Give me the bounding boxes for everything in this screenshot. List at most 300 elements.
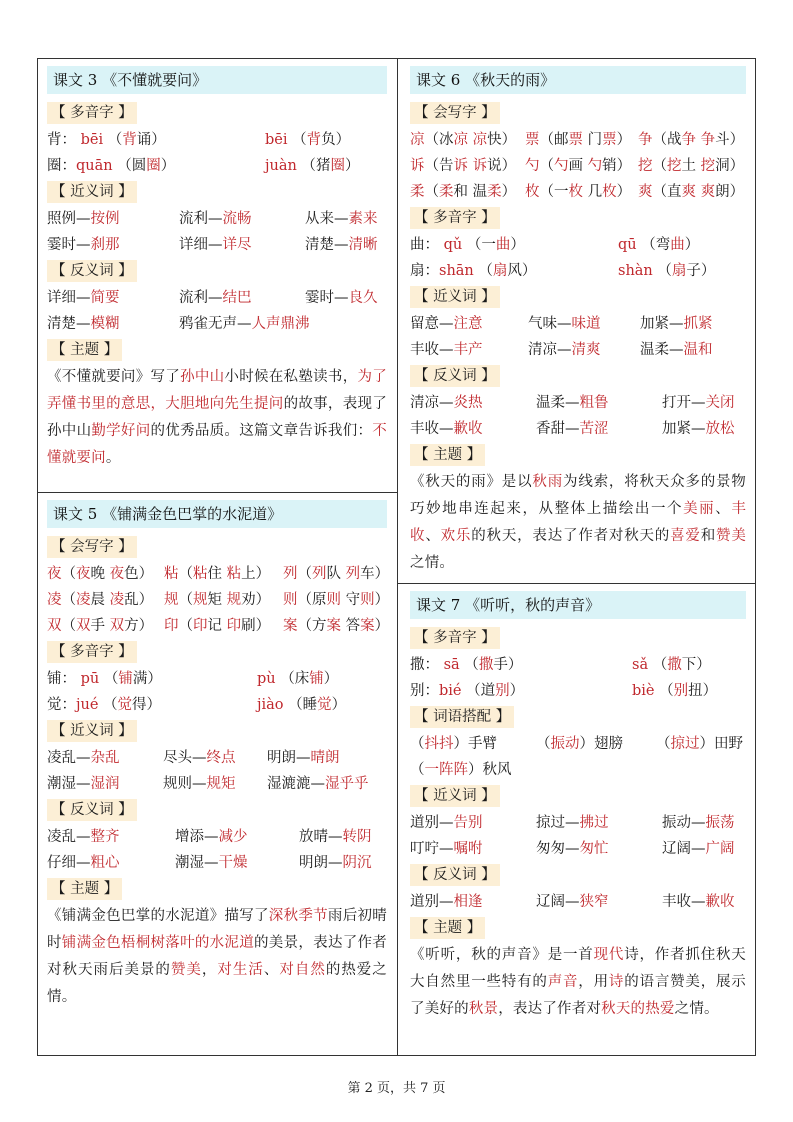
polyphone-entry (47, 666, 162, 692)
theme-run: 的美景，表达了作者对秋天雨后美景的 (47, 935, 387, 978)
bracket: （ (98, 697, 118, 713)
char-run: 朗） (715, 184, 745, 200)
word: 流利— (179, 211, 223, 227)
char-run: 刷） (241, 618, 271, 634)
word: 加紧— (640, 316, 684, 332)
char-run: 一阵阵 (424, 762, 468, 778)
section-label: 【 多音字 】 (410, 207, 500, 229)
polyphone-entry (265, 127, 350, 153)
word-pair (175, 824, 248, 850)
char-run: 案 (326, 618, 341, 634)
paired-word: 转阴 (342, 829, 372, 845)
theme-run: 的秋天，表达了作者对秋天的 (471, 528, 671, 544)
paired-word: 晴朗 (310, 750, 340, 766)
char-run: 门 (583, 132, 603, 148)
paired-word: 干燥 (218, 855, 248, 871)
bracket: （ (654, 683, 674, 699)
column-divider (397, 58, 398, 1056)
example-word: 道 (480, 683, 496, 699)
word: 从来— (305, 211, 349, 227)
word-pair (410, 836, 483, 862)
char-run: 争 (638, 132, 653, 148)
example-word: 下 (681, 657, 697, 673)
pinyin: pù (257, 671, 276, 687)
word: 规则— (163, 776, 207, 792)
char-group (410, 127, 516, 153)
char-run: （邮 (539, 132, 569, 148)
theme-run: 现代 (593, 947, 625, 963)
char-run: 则 (283, 592, 298, 608)
char-run: （冰 (424, 132, 454, 148)
char-run: 爽 (700, 184, 716, 200)
bracket: （ (99, 671, 119, 687)
char-run: 几 (583, 184, 603, 200)
char-run: 则 (326, 592, 341, 608)
word-pair (662, 810, 735, 836)
char-run: （ (656, 736, 671, 752)
char-run: 斗） (715, 132, 745, 148)
bracket: （ (648, 657, 668, 673)
word: 清凉— (410, 395, 454, 411)
char-run: （ (178, 592, 193, 608)
right-row-divider (397, 583, 756, 584)
paired-word: 良久 (348, 290, 378, 306)
example-word: 背 (122, 132, 137, 148)
paired-word: 流畅 (222, 211, 252, 227)
word: 凌乱— (47, 750, 91, 766)
word: 放晴— (299, 829, 343, 845)
word-pair (47, 745, 120, 771)
example-word: 诵 (136, 132, 152, 148)
example-word: 觉 (117, 697, 133, 713)
char-run: （ (539, 158, 554, 174)
paired-word: 湿润 (90, 776, 120, 792)
pinyin: pū (80, 671, 100, 687)
bracket: （ (459, 657, 479, 673)
example-word: 圈 (330, 158, 345, 174)
char-run: 勺 (525, 158, 540, 174)
char-run: 和 温 (453, 184, 488, 200)
char-group (283, 587, 389, 613)
char-run: 乱） (124, 592, 154, 608)
word-pair (175, 850, 248, 876)
char-run: 枚 (525, 184, 540, 200)
entry-row (410, 127, 746, 153)
pinyin: juàn (265, 158, 297, 174)
polyphone-char: 别： (410, 683, 439, 699)
paired-word: 素来 (348, 211, 378, 227)
paired-word: 终点 (206, 750, 236, 766)
paired-word: 粗鲁 (579, 395, 609, 411)
word-pair (528, 311, 601, 337)
word-pair (299, 850, 372, 876)
char-run: 队 (326, 566, 346, 582)
example-word: 铺 (118, 671, 133, 687)
paired-word: 嘱咐 (453, 841, 483, 857)
bracket: （ (636, 237, 656, 253)
word: 打开— (662, 395, 706, 411)
char-group (283, 561, 389, 587)
page-footer: 第 2 页，共 7 页 (347, 1081, 446, 1096)
word-pair (299, 824, 372, 850)
char-group (47, 561, 153, 587)
entry-row (410, 678, 746, 704)
theme-run: 诗，作者抓住秋天大自然里一些特有的 (410, 947, 746, 990)
char-run: 列 (283, 566, 298, 582)
section-label: 【 会写字 】 (47, 536, 137, 558)
entry-row (47, 206, 387, 232)
theme-run: 的优秀品质。这篇文章告诉我们： (150, 423, 373, 439)
polyphone-char: 撒： (410, 657, 444, 673)
char-run: 洞） (715, 158, 745, 174)
theme-run: 铺满金色梧桐树落叶的水泥道 (61, 935, 255, 951)
word: 温柔— (536, 395, 580, 411)
word-pair (536, 836, 609, 862)
char-run: 柔 (487, 184, 502, 200)
paired-word: 清晰 (348, 237, 378, 253)
char-run: 凉 (472, 132, 488, 148)
polyphone-entry (632, 652, 711, 678)
section-label: 【 主题 】 (47, 878, 122, 900)
section-label: 【 主题 】 (47, 339, 122, 361)
theme-run: 勤学好问 (91, 423, 151, 439)
pinyin: shàn (618, 263, 653, 279)
polyphone-char: 觉： (47, 697, 76, 713)
word-pair (662, 416, 735, 442)
entry-row (47, 850, 387, 876)
bracket: ） (147, 671, 162, 687)
entry-row (410, 179, 746, 205)
bracket: （ (287, 132, 307, 148)
word-pair (47, 850, 120, 876)
entry-row (410, 836, 746, 862)
bracket: （ (473, 263, 493, 279)
theme-run: 小时候在私塾读书， (224, 369, 358, 385)
char-run: 方） (124, 618, 154, 634)
section-label: 【 多音字 】 (47, 102, 137, 124)
entry-row (410, 258, 746, 284)
word-pair (662, 889, 735, 915)
char-run: 车） (360, 566, 390, 582)
word-pair (305, 232, 378, 258)
paired-word: 详尽 (222, 237, 252, 253)
char-run: 凉 (410, 132, 425, 148)
theme-run: 《秋天的雨》是以 (410, 474, 533, 490)
word: 丰收— (662, 894, 706, 910)
char-run: （告 (424, 158, 454, 174)
word-pair (47, 232, 120, 258)
lesson-3-section (47, 66, 387, 472)
entry-row (410, 757, 746, 783)
char-group (525, 127, 631, 153)
lesson-title: 课文 5 《铺满金色巴掌的水泥道》 (47, 500, 387, 528)
char-run: （ (178, 566, 193, 582)
word-pair (267, 745, 340, 771)
example-word: 圆 (131, 158, 147, 174)
polyphone-entry (410, 258, 536, 284)
word: 照例— (47, 211, 91, 227)
word-pair (179, 285, 252, 311)
pinyin: sǎ (632, 657, 649, 673)
char-run: 勺 (587, 158, 603, 174)
char-run: 抖抖 (424, 736, 454, 752)
theme-paragraph (47, 364, 387, 472)
char-run: 夜 (76, 566, 91, 582)
char-run: 列 (312, 566, 327, 582)
char-run: 凌 (109, 592, 125, 608)
bracket: ） (507, 657, 523, 673)
example-word: 手 (493, 657, 508, 673)
section-label: 【 反义词 】 (47, 799, 137, 821)
char-run: 规 (164, 592, 179, 608)
paired-word: 清爽 (571, 342, 601, 358)
char-run: 票 (568, 132, 583, 148)
bracket: ） (696, 657, 711, 673)
entry-row (47, 127, 387, 153)
word: 辽阔— (662, 841, 706, 857)
theme-run: 《不懂就要问》写了 (47, 369, 181, 385)
polyphone-char: 圈： (47, 158, 76, 174)
theme-run: 孙中山 (180, 369, 225, 385)
paired-word: 放松 (705, 421, 735, 437)
char-run: ）手臂 (453, 736, 497, 752)
entry-row (47, 771, 387, 797)
char-run: 住 (207, 566, 227, 582)
paired-word: 歉收 (705, 894, 735, 910)
theme-run: 秋景 (468, 1001, 499, 1017)
example-word: 扇 (492, 263, 508, 279)
theme-run: 赞美 (716, 528, 747, 544)
char-run: 色） (124, 566, 154, 582)
word-pair (662, 836, 735, 862)
char-run: （ (410, 736, 425, 752)
example-word: 曲 (495, 237, 511, 253)
paired-word: 关闭 (705, 395, 735, 411)
theme-run: 之情。 (410, 555, 455, 571)
theme-run: 秋天的热爱 (601, 1001, 675, 1017)
word: 匆匆— (536, 841, 580, 857)
paired-word: 丰产 (453, 342, 483, 358)
pinyin: quān (76, 158, 113, 174)
char-run: 矩 (207, 592, 227, 608)
polyphone-entry (410, 678, 524, 704)
word-pair (179, 232, 252, 258)
example-word: 撒 (667, 657, 682, 673)
word: 仔细— (47, 855, 91, 871)
polyphone-entry (47, 153, 175, 179)
char-run: 粘 (193, 566, 208, 582)
example-word: 别 (495, 683, 510, 699)
paired-word: 相逢 (453, 894, 483, 910)
polyphone-entry (632, 678, 717, 704)
pinyin: jué (76, 697, 99, 713)
char-run: ） (374, 618, 390, 634)
word-pair (536, 889, 609, 915)
char-run: 答 (341, 618, 361, 634)
char-run: 诉 (410, 158, 425, 174)
char-group (525, 179, 631, 205)
example-word: 别 (673, 683, 689, 699)
char-run: 印 (164, 618, 179, 634)
char-group (525, 153, 631, 179)
example-word: 背 (306, 132, 322, 148)
word-pair (47, 824, 120, 850)
char-run: 爽 (681, 184, 696, 200)
char-run: 晨 (90, 592, 110, 608)
paired-word: 人声鼎沸 (251, 316, 310, 332)
char-run: （ (61, 566, 76, 582)
word: 道别— (410, 815, 454, 831)
char-run: 夜 (109, 566, 125, 582)
char-run: 印 (226, 618, 242, 634)
char-group (410, 757, 512, 783)
char-group (638, 153, 744, 179)
word-pair (536, 390, 609, 416)
char-run: 手 (90, 618, 110, 634)
bracket: ） (684, 237, 700, 253)
char-run: 争 (700, 132, 716, 148)
section-label: 【 多音字 】 (410, 627, 500, 649)
word-pair (410, 416, 483, 442)
word: 温柔— (640, 342, 684, 358)
entry-row (410, 810, 746, 836)
char-group (638, 127, 744, 153)
polyphone-entry (257, 666, 338, 692)
word-pair (536, 810, 609, 836)
example-word: 负 (321, 132, 336, 148)
char-run: 诉 (453, 158, 468, 174)
entry-row (410, 390, 746, 416)
word-pair (47, 311, 120, 337)
char-run: 劝） (241, 592, 271, 608)
pinyin: bié (439, 683, 462, 699)
section-label: 【 近义词 】 (47, 181, 137, 203)
entry-row (47, 587, 390, 613)
theme-run: 和 (700, 528, 717, 544)
char-run: ）田野 (699, 736, 743, 752)
paired-word: 味道 (571, 316, 601, 332)
word-pair (528, 337, 601, 363)
pinyin: bēi (80, 132, 104, 148)
theme-run: 《听听，秋的声音》是一首 (410, 947, 594, 963)
paired-word: 歉收 (453, 421, 483, 437)
entry-row (410, 731, 746, 757)
char-group (164, 613, 270, 639)
char-run: 爽 (638, 184, 653, 200)
theme-run: 、 (715, 501, 732, 517)
char-run: 夜 (47, 566, 62, 582)
entry-row (47, 745, 387, 771)
entry-row (410, 311, 746, 337)
entry-row (410, 889, 746, 915)
char-run: （ (652, 158, 667, 174)
example-word: 得 (132, 697, 147, 713)
theme-run: 。 (105, 450, 121, 466)
word-pair (305, 206, 378, 232)
bracket: ） (510, 237, 525, 253)
char-run: （ (410, 762, 425, 778)
char-run: 凉 (453, 132, 468, 148)
example-word: 一 (481, 237, 496, 253)
char-run: 柔 (410, 184, 425, 200)
word-pair (163, 745, 236, 771)
theme-run: ，表达了作者对 (498, 1001, 602, 1017)
word-pair (410, 889, 483, 915)
char-run: 土 (681, 158, 701, 174)
word: 丰收— (410, 342, 454, 358)
pinyin: bēi (265, 132, 288, 148)
paired-word: 匆忙 (579, 841, 609, 857)
paired-word: 刹那 (90, 237, 120, 253)
char-run: 双 (47, 618, 62, 634)
char-run: 勺 (554, 158, 569, 174)
section-label: 【 反义词 】 (410, 365, 500, 387)
word: 鸦雀无声— (179, 316, 252, 332)
word-pair (410, 311, 483, 337)
example-word: 铺 (309, 671, 324, 687)
word: 明朗— (299, 855, 343, 871)
char-run: 粘 (164, 566, 179, 582)
polyphone-entry (618, 258, 715, 284)
entry-row (47, 824, 387, 850)
theme-run: 、 (425, 528, 441, 544)
char-run: 说） (487, 158, 517, 174)
word: 增添— (175, 829, 219, 845)
section-label: 【 反义词 】 (410, 864, 500, 886)
paired-word: 抓紧 (683, 316, 713, 332)
theme-run: 的故事，表现了孙中山 (47, 396, 387, 439)
paired-word: 狭窄 (579, 894, 609, 910)
char-run: 上） (241, 566, 271, 582)
entry-row (47, 561, 390, 587)
word-pair (640, 311, 713, 337)
char-group (638, 179, 744, 205)
theme-run: 《铺满金色巴掌的水泥道》描写了 (47, 908, 269, 924)
char-run: （ (297, 566, 312, 582)
lesson-7-section (410, 591, 746, 1023)
word: 加紧— (662, 421, 706, 437)
entry-row (410, 232, 746, 258)
example-word: 弯 (655, 237, 671, 253)
char-run: （ (178, 618, 193, 634)
example-word: 扇 (671, 263, 687, 279)
char-run: 凌 (76, 592, 91, 608)
pinyin: sā (443, 657, 460, 673)
theme-run: 喜爱 (670, 528, 701, 544)
entry-row (47, 311, 387, 337)
section-label: 【 反义词 】 (47, 260, 137, 282)
word-pair (305, 285, 378, 311)
word: 香甜— (536, 421, 580, 437)
pinyin: qǔ (443, 237, 463, 253)
section-label: 【 近义词 】 (47, 720, 137, 742)
char-run: 争 (681, 132, 696, 148)
example-word: 觉 (317, 697, 332, 713)
word-pair (179, 206, 252, 232)
word: 霎时— (47, 237, 91, 253)
char-run: ） (501, 184, 517, 200)
theme-run: 为了弄懂书里的意思，大胆地向先生提问 (47, 369, 387, 412)
char-run: 挖 (700, 158, 716, 174)
section-label: 【 主题 】 (410, 917, 485, 939)
paired-word: 拂过 (579, 815, 609, 831)
word: 叮咛— (410, 841, 454, 857)
theme-run: 声音 (547, 974, 579, 990)
paired-word: 炎热 (453, 395, 483, 411)
theme-paragraph (410, 469, 746, 577)
char-run: 诉 (472, 158, 488, 174)
bracket: ） (151, 132, 166, 148)
